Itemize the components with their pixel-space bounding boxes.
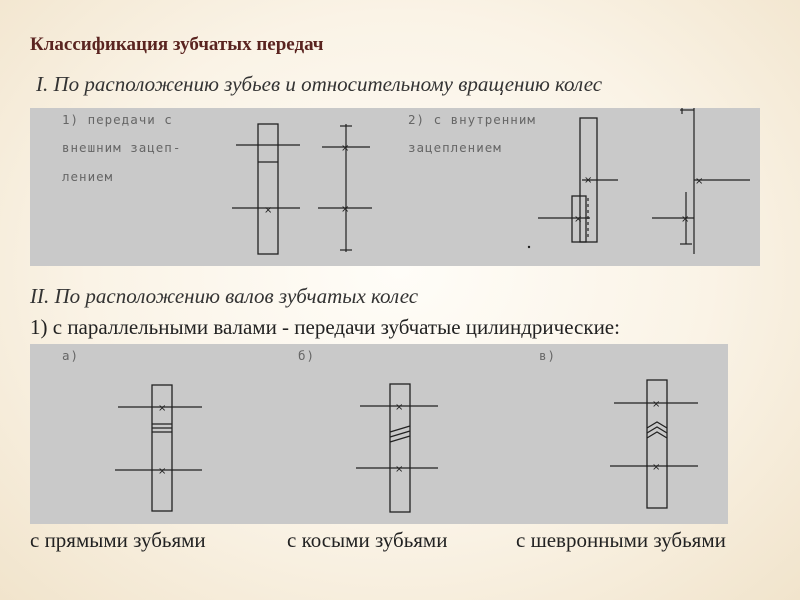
fig1-label-external-line2: внешним зацеп- — [62, 140, 182, 155]
fig1-label-internal-line1: 2) с внутренним — [408, 112, 536, 127]
straight-teeth-drawing — [115, 385, 202, 511]
slide-title: Классификация зубчатых передач — [30, 34, 324, 55]
item-1-text: 1) с параллельными валами - передачи зубчатые цилиндрические: — [30, 315, 620, 339]
external-mesh-symbol — [318, 124, 372, 252]
caption-helical-teeth: с косыми зубьями — [287, 528, 448, 552]
helical-teeth-drawing — [356, 384, 438, 512]
fig1-label-external-line1: 1) передачи с — [62, 112, 173, 127]
fig2-label-c: в) — [539, 348, 557, 363]
svg-text:×: × — [158, 466, 167, 477]
svg-text:×: × — [341, 143, 350, 154]
svg-text:×: × — [264, 205, 273, 216]
svg-text:×: × — [584, 175, 593, 186]
fig2-label-b: б) — [298, 348, 316, 363]
svg-text:×: × — [695, 176, 704, 187]
svg-text:×: × — [395, 464, 404, 475]
svg-text:×: × — [652, 399, 661, 410]
caption-chevron-teeth: с шевронными зубьями — [516, 528, 726, 552]
svg-text:×: × — [574, 214, 583, 225]
internal-mesh-gear-pair — [528, 118, 618, 248]
caption-straight-teeth: с прямыми зубьями — [30, 528, 206, 552]
svg-text:×: × — [681, 214, 690, 225]
internal-mesh-symbol — [652, 108, 750, 254]
section-1-heading: I. По расположению зубьев и относительному вращению колес — [36, 72, 603, 96]
chevron-teeth-drawing — [610, 380, 698, 508]
svg-text:×: × — [341, 204, 350, 215]
fig1-label-external-line3: лением — [62, 169, 114, 184]
svg-text:×: × — [652, 462, 661, 473]
external-mesh-gear-pair — [232, 124, 300, 254]
fig1-label-internal-line2: зацеплением — [408, 140, 502, 155]
fig2-label-a: а) — [62, 348, 80, 363]
svg-text:×: × — [395, 402, 404, 413]
section-2-heading: II. По расположению валов зубчатых колес — [30, 284, 419, 308]
svg-text:×: × — [158, 403, 167, 414]
